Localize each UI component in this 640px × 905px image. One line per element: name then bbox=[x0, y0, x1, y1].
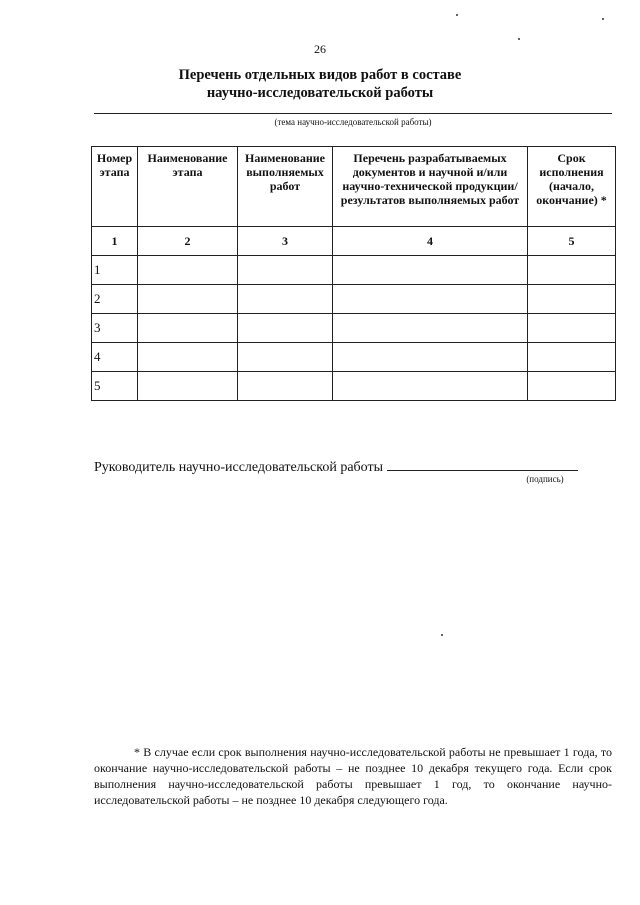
table-row bbox=[92, 343, 616, 372]
stage-number-cell: 4 bbox=[92, 343, 138, 372]
table-cell[interactable] bbox=[138, 372, 238, 401]
footnote-block bbox=[94, 744, 612, 808]
stage-number-cell: 5 bbox=[92, 372, 138, 401]
table-row bbox=[92, 372, 616, 401]
table-cell[interactable] bbox=[333, 343, 528, 372]
table-cell[interactable] bbox=[238, 256, 333, 285]
table-cell[interactable] bbox=[528, 256, 616, 285]
title-line-2: научно-исследовательской работы bbox=[206, 85, 434, 101]
table-cell[interactable] bbox=[138, 314, 238, 343]
table-cell[interactable] bbox=[138, 285, 238, 314]
table-row bbox=[92, 256, 616, 285]
table-cell[interactable] bbox=[528, 314, 616, 343]
table-cell[interactable] bbox=[238, 372, 333, 401]
title-line-1: Перечень отдельных видов работ в составе bbox=[178, 67, 462, 83]
table-cell[interactable] bbox=[238, 285, 333, 314]
column-number: 2 bbox=[138, 227, 238, 256]
column-number: 4 bbox=[333, 227, 528, 256]
table-cell[interactable] bbox=[333, 372, 528, 401]
scan-speck bbox=[441, 634, 443, 636]
table-cell[interactable] bbox=[333, 314, 528, 343]
table-cell[interactable] bbox=[333, 256, 528, 285]
signature-line[interactable] bbox=[387, 458, 578, 471]
table-cell[interactable] bbox=[238, 314, 333, 343]
table-row bbox=[92, 314, 616, 343]
page-number: 26 bbox=[314, 42, 326, 56]
table-cell[interactable] bbox=[138, 256, 238, 285]
table-cell[interactable] bbox=[333, 285, 528, 314]
topic-caption: (тема научно-исследовательской работы) bbox=[274, 117, 432, 127]
works-table bbox=[91, 146, 616, 401]
stage-number-cell: 1 bbox=[92, 256, 138, 285]
table-header-row bbox=[92, 147, 616, 227]
footnote-text: * В случае если срок выполнения научно-исследовательской работы не превышает 1 года, то окончание научно-исследовательской работы – не позднее 10 декабря текущего года. Если срок выполнения научно-исследовательской работы превышает 1 год, то окончание научно-исследовательской работы – не позднее 10 декабря следующего года. bbox=[94, 745, 612, 807]
table-cell[interactable] bbox=[138, 343, 238, 372]
table-cell[interactable] bbox=[528, 285, 616, 314]
scan-speck bbox=[518, 38, 520, 40]
header-stage-name: Наименование этапа bbox=[138, 147, 238, 227]
signature-label: Руководитель научно-исследовательской работы bbox=[94, 460, 384, 475]
column-number-row bbox=[92, 227, 616, 256]
header-documents-list: Перечень разрабатываемых документов и научной и/или научно-технической продукции/результатов выполняемых работ bbox=[333, 147, 528, 227]
signature-caption: (подпись) bbox=[526, 474, 564, 484]
column-number: 1 bbox=[92, 227, 138, 256]
stage-number-cell: 3 bbox=[92, 314, 138, 343]
topic-fill-line[interactable] bbox=[94, 113, 612, 114]
scan-speck bbox=[602, 18, 604, 20]
scan-speck bbox=[456, 14, 458, 16]
table-row bbox=[92, 285, 616, 314]
table-cell[interactable] bbox=[528, 372, 616, 401]
stage-number-cell: 2 bbox=[92, 285, 138, 314]
column-number: 5 bbox=[528, 227, 616, 256]
document-title bbox=[0, 66, 640, 102]
table-cell[interactable] bbox=[528, 343, 616, 372]
header-works-name: Наименование выполняемых работ bbox=[238, 147, 333, 227]
header-stage-number: Номер этапа bbox=[92, 147, 138, 227]
table-cell[interactable] bbox=[238, 343, 333, 372]
header-deadline: Срок исполнения (начало, окончание) * bbox=[528, 147, 616, 227]
column-number: 3 bbox=[238, 227, 333, 256]
